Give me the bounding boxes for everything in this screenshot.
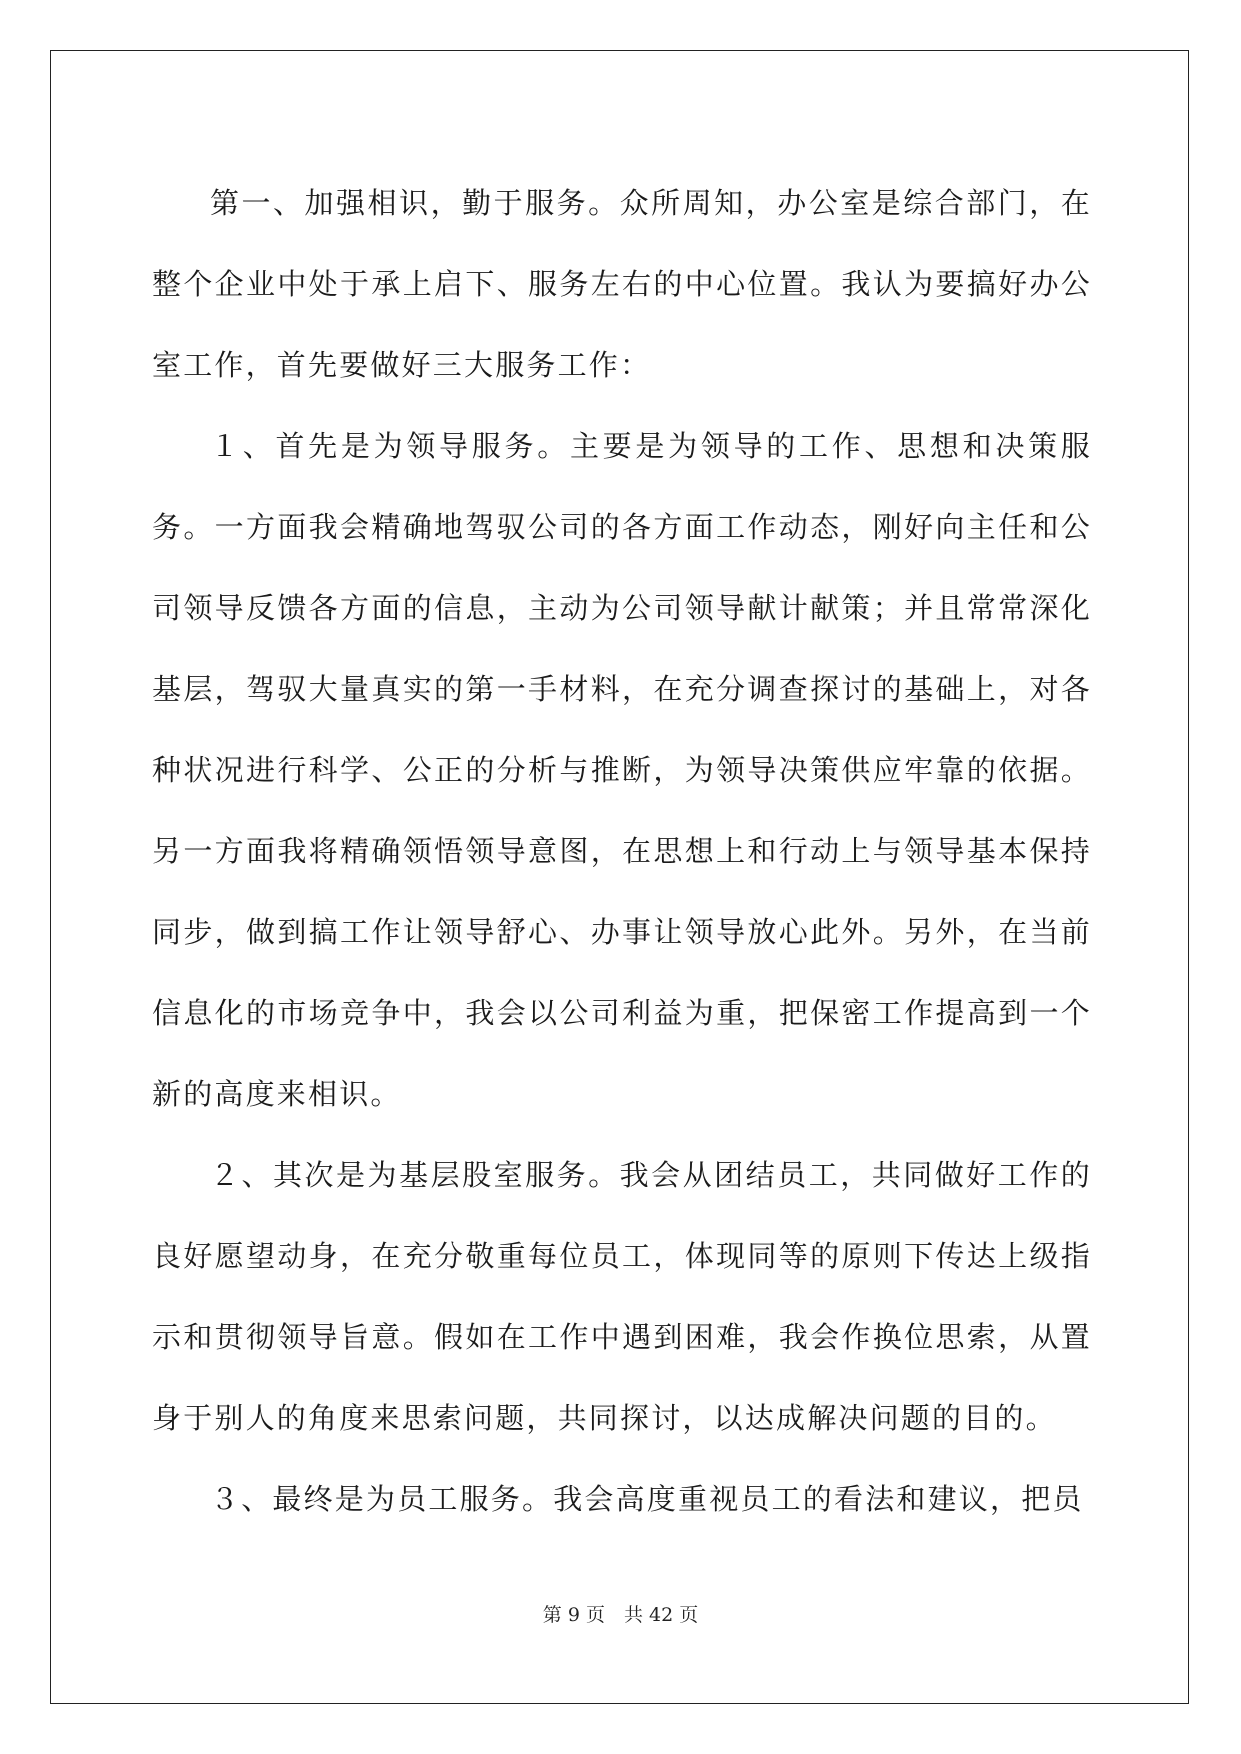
page-footer [0, 1600, 1241, 1627]
document-body [152, 163, 1092, 1540]
paragraph-4: ３、最终是为员工服务。我会高度重视员工的看法和建议，把员 [210, 1482, 1084, 1516]
paragraph-2: １、首先是为领导服务。主要是为领导的工作、思想和决策服务。一方面我会精确地驾驭公司的各方面工作动态，刚好向主任和公司领导反馈各方面的信息，主动为公司领导献计献策；并且常常深化基层，驾驭大量真实的第一手材料，在充分调查探讨的基础上，对各种状况进行科学、公正的分析与推断，为领导决策供应牢靠的依据。另一方面我将精确领悟领导意图，在思想上和行动上与领导基本保持同步，做到搞工作让领导舒心、办事让领导放心此外。另外，在当前信息化的市场竞争中，我会以公司利益为重，把保密工作提高到一个新的高度来相识。 [152, 429, 1092, 1111]
page-number-label: 第 9 页 共 42 页 [542, 1604, 699, 1626]
paragraph-3: ２、其次是为基层股室服务。我会从团结员工，共同做好工作的良好愿望动身，在充分敬重每位员工，体现同等的原则下传达上级指示和贯彻领导旨意。假如在工作中遇到困难，我会作换位思索，从置身于别人的角度来思索问题，共同探讨，以达成解决问题的目的。 [152, 1158, 1092, 1435]
paragraph-1: 第一、加强相识，勤于服务。众所周知，办公室是综合部门，在整个企业中处于承上启下、服务左右的中心位置。我认为要搞好办公室工作，首先要做好三大服务工作： [152, 186, 1092, 382]
